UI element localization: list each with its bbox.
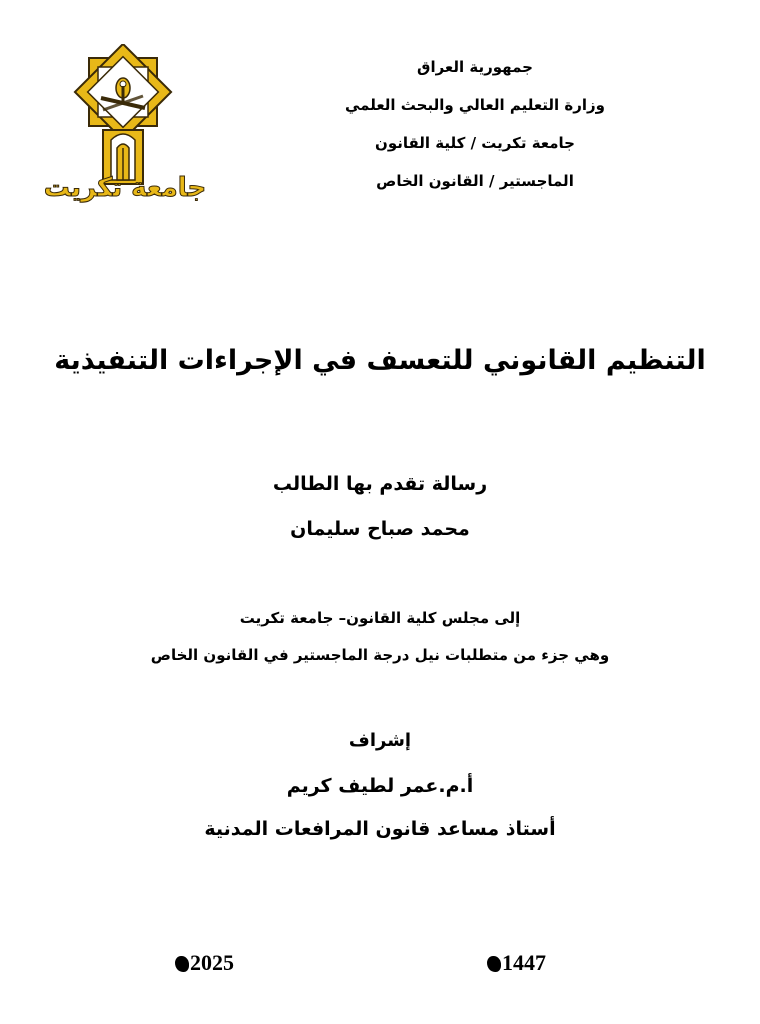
gregorian-year-value: 2025 xyxy=(190,950,234,975)
header-line-university: جامعة تكريت / كلية القانون xyxy=(375,134,575,152)
hijri-marker-icon xyxy=(487,956,501,972)
supervisor-title: أستاذ مساعد قانون المرافعات المدنية xyxy=(204,818,556,840)
gregorian-marker-icon xyxy=(175,956,189,972)
institution-header xyxy=(315,48,635,200)
hijri-year-value: 1447 xyxy=(502,950,546,975)
gregorian-year xyxy=(175,950,234,976)
student-name: محمد صباح سليمان xyxy=(290,518,470,540)
svg-text:جامعة تكريت: جامعة تكريت xyxy=(45,173,205,203)
hijri-year xyxy=(487,950,546,976)
header-line-country: جمهورية العراق xyxy=(417,58,533,76)
submitted-by-label: رسالة تقدم بها الطالب xyxy=(272,473,488,495)
council-line: إلى مجلس كلية القانون– جامعة تكريت xyxy=(239,609,521,627)
requirement-line: وهي جزء من متطلبات نيل درجة الماجستير في القانون الخاص xyxy=(150,646,610,664)
supervision-label: إشراف xyxy=(348,730,412,751)
supervisor-name: أ.م.عمر لطيف كريم xyxy=(286,775,474,797)
thesis-title: التنظيم القانوني للتعسف في الإجراءات التنفيذية xyxy=(54,345,706,376)
university-of-tikrit-logo-icon xyxy=(45,44,205,204)
header-line-program: الماجستير / القانون الخاص xyxy=(376,172,574,190)
university-logo xyxy=(45,44,205,204)
header-line-ministry: وزارة التعليم العالي والبحث العلمي xyxy=(344,96,606,114)
